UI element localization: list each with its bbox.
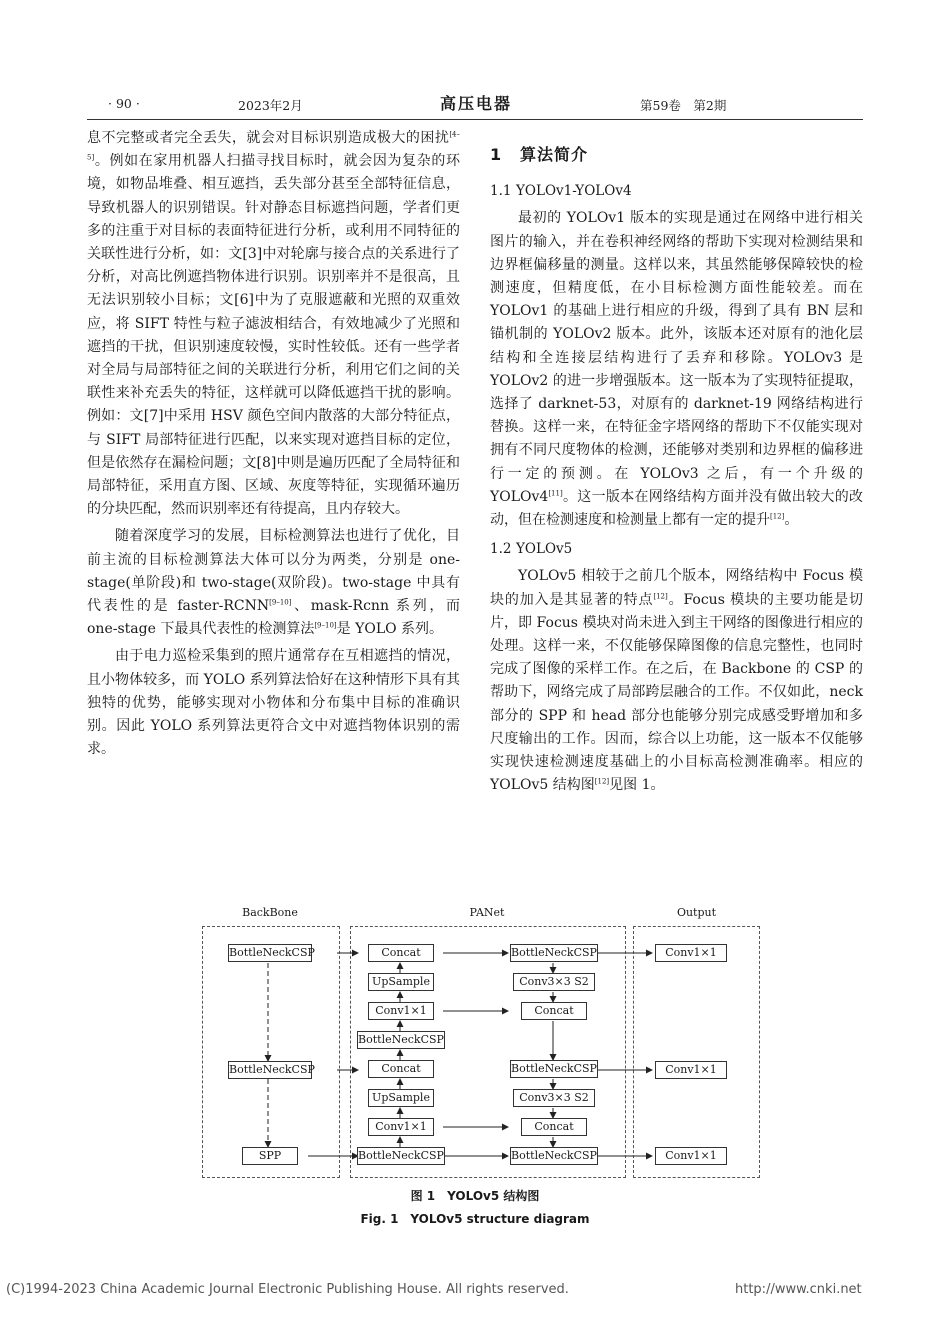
panet-concat-2: Concat (368, 1060, 434, 1078)
text: 随着深度学习的发展，目标检测算法也进行了优化，目前主流的目标检测算法大体可以分为两类，分别是 one-stage(单阶段)和 two-stage(双阶段)。two-stage 中具有代表性的是 faster-RCNN (87, 528, 460, 615)
panet-right-concat-1: Concat (521, 1002, 587, 1020)
citation: [11] (548, 489, 563, 498)
backbone-bottleneckcsp-1: BottleNeckCSP (228, 944, 312, 962)
panet-right-concat-2: Concat (521, 1118, 587, 1136)
right-column (490, 127, 863, 797)
page-number: · 90 · (108, 96, 140, 111)
paragraph-1 (87, 127, 460, 521)
panet-conv1x1-2: Conv1×1 (368, 1118, 434, 1136)
section-heading (490, 143, 863, 166)
output-conv1x1-1: Conv1×1 (655, 944, 727, 962)
group-label-output: Output (676, 906, 717, 919)
backbone-spp: SPP (242, 1147, 298, 1165)
yolov5-structure-figure (200, 904, 760, 1184)
cnki-link[interactable]: http://www.cnki.net (735, 1282, 862, 1297)
subsection-number: 1.2 (490, 541, 512, 558)
citation: [9–10] (314, 621, 337, 630)
citation: [12] (653, 592, 668, 600)
citation: [9–10] (269, 598, 292, 607)
subsection-title: YOLOv5 (516, 541, 573, 558)
header-rule (87, 119, 863, 120)
left-column (87, 127, 460, 761)
panet-upsample-1: UpSample (368, 973, 434, 991)
issue-date: 2023年2月 (238, 98, 303, 113)
subsection-heading (490, 180, 863, 203)
text: 息不完整或者完全丢失，就会对目标识别造成极大的困扰 (87, 130, 450, 146)
figure-caption-en: Fig. 1 YOLOv5 structure diagram (360, 1212, 590, 1226)
text: 、mask-Rcnn 系列，而 one-stage 下最具代表性的检测算法 (87, 598, 460, 638)
citation: [12] (594, 777, 610, 786)
panet-right-conv3x3-1: Conv3×3 S2 (513, 973, 595, 991)
journal-logo: 高压电器 (440, 94, 513, 113)
panet-upsample-2: UpSample (368, 1089, 434, 1107)
citation: [12] (770, 512, 785, 521)
figure-caption-cn: 图 1 YOLOv5 结构图 (410, 1189, 540, 1203)
section-title: 算法简介 (520, 145, 589, 164)
panet-concat-1: Concat (368, 944, 434, 962)
output-conv1x1-2: Conv1×1 (655, 1061, 727, 1079)
copyright-notice: (C)1994-2023 China Academic Journal Electronic Publishing House. All rights reserved. (6, 1282, 569, 1297)
panet-right-bottleneckcsp-3: BottleNeckCSP (510, 1147, 598, 1165)
section-number: 1 (490, 145, 503, 164)
subsection-title: YOLOv1-YOLOv4 (516, 183, 632, 200)
text: 。Focus 模块的主要功能是切片，即 Focus 模块对尚未进入到主干网络的图像进行相应的处理。这样一来，不仅能够保障图像的信息完整性，也同时完成了图像的采样工作。在之后，在 Backbone 的 CSP 的帮助下，网络完成了局部跨层融合的工作。不仅如此，neck 部分的 SPP 和 head 部分也能够分别完成感受野增加和多尺度输出的工作。因而，综合以上功能，这一版本不仅能够实现快速检测速度基础上的小目标高检测准确率。相应的 YOLOv5 结构图 (490, 591, 863, 794)
paragraph-4 (490, 207, 863, 532)
output-conv1x1-3: Conv1×1 (655, 1147, 727, 1165)
text: 最初的 YOLOv1 版本的实现是通过在网络中进行相关图片的输入，并在卷积神经网络的帮助下实现对检测结果和边界框偏移量的测量。这样以来，其虽然能够保障较快的检测速度，但精度低，在小目标检测方面性能较差。而在 YOLOv1 的基础上进行相应的升级，得到了具有 BN 层和锚机制的 YOLOv2 版本。此外，该版本还对原有的池化层结构和全连接层结构进行了丢弃和移除。YOLOv3 是 YOLOv2 的进一步增强版本。这一版本为了实现特征提取，选择了 darknet-53，对原有的 darknet-19 网络结构进行替换。这样一来，在特征金字塔网络的帮助下不仅能实现对拥有不同尺度物体的检测，还能够对类别和边界框的偏移进行一定的预测。在 YOLOv3 之后，有一个升级的 YOLOv4 (490, 210, 863, 505)
text: 。 (784, 512, 799, 529)
citation: [4–5] (87, 130, 460, 162)
panet-right-bottleneckcsp-1: BottleNeckCSP (510, 944, 598, 962)
panet-bottleneckcsp-2: BottleNeckCSP (357, 1147, 445, 1165)
paragraph-2 (87, 525, 460, 641)
backbone-bottleneckcsp-2: BottleNeckCSP (228, 1061, 312, 1079)
subsection-number: 1.1 (490, 183, 512, 200)
group-label-backbone: BackBone (242, 906, 298, 919)
text: YOLOv5 相较于之前几个版本，网络结构中 Focus 模块的加入是其显著的特点 (490, 568, 863, 608)
panet-right-bottleneckcsp-2: BottleNeckCSP (510, 1060, 598, 1078)
paragraph-3: 由于电力巡检采集到的照片通常存在互相遮挡的情况，且小物体较多，而 YOLO 系列算法恰好在这种情形下具有其独特的优势，能够实现对小物体和分布集中目标的准确识别。因此 YOLO 系列算法更符合文中对遮挡物体识别的需求。 (87, 648, 460, 758)
text: 是 YOLO 系列。 (336, 621, 444, 638)
panet-conv1x1-1: Conv1×1 (368, 1002, 434, 1020)
volume-issue: 第59卷 第2期 (640, 98, 727, 113)
text: 。例如在家用机器人扫描寻找目标时，就会因为复杂的环境，如物品堆叠、相互遮挡，丢失部分甚至全部特征信息，导致机器人的识别错误。针对静态目标遮挡问题，学者们更多的注重于对目标的表面特征进行分析，或利用不同特征的关联性进行分析，如：文[3]中对轮廓与接合点的关系进行了分析，对高比例遮挡物体进行识别。识别率并不是很高，且无法识别较小目标；文[6]中为了克服遮蔽和光照的双重效应，将 SIFT 特性与粒子滤波相结合，有效地减少了光照和遮挡的干扰，但识别速度较慢，实时性较低。还有一些学者对全局与局部特征之间的关联进行分析，利用它们之间的关联性来补充丢失的特征，这样就可以降低遮挡干扰的影响。例如：文[7]中采用 HSV 颜色空间内散落的大部分特征点，与 SIFT 局部特征进行匹配，以来实现对遮挡目标的定位，但是依然存在漏检问题；文[8]中则是遍历匹配了全局特征和局部特征，采用直方图、区域、灰度等特征，实现循环遍历的分块匹配，然而识别率还有待提高，且内存较大。 (87, 153, 460, 518)
panet-right-conv3x3-2: Conv3×3 S2 (513, 1089, 595, 1107)
panet-bottleneckcsp-1: BottleNeckCSP (357, 1031, 445, 1049)
text: 。这一版本在网络结构方面并没有做出较大的改动，但在检测速度和检测量上都有一定的提升 (490, 488, 863, 529)
group-label-panet: PANet (469, 906, 505, 919)
paragraph-5 (490, 565, 863, 797)
text: 见图 1。 (609, 777, 665, 794)
subsection-heading (490, 538, 863, 561)
